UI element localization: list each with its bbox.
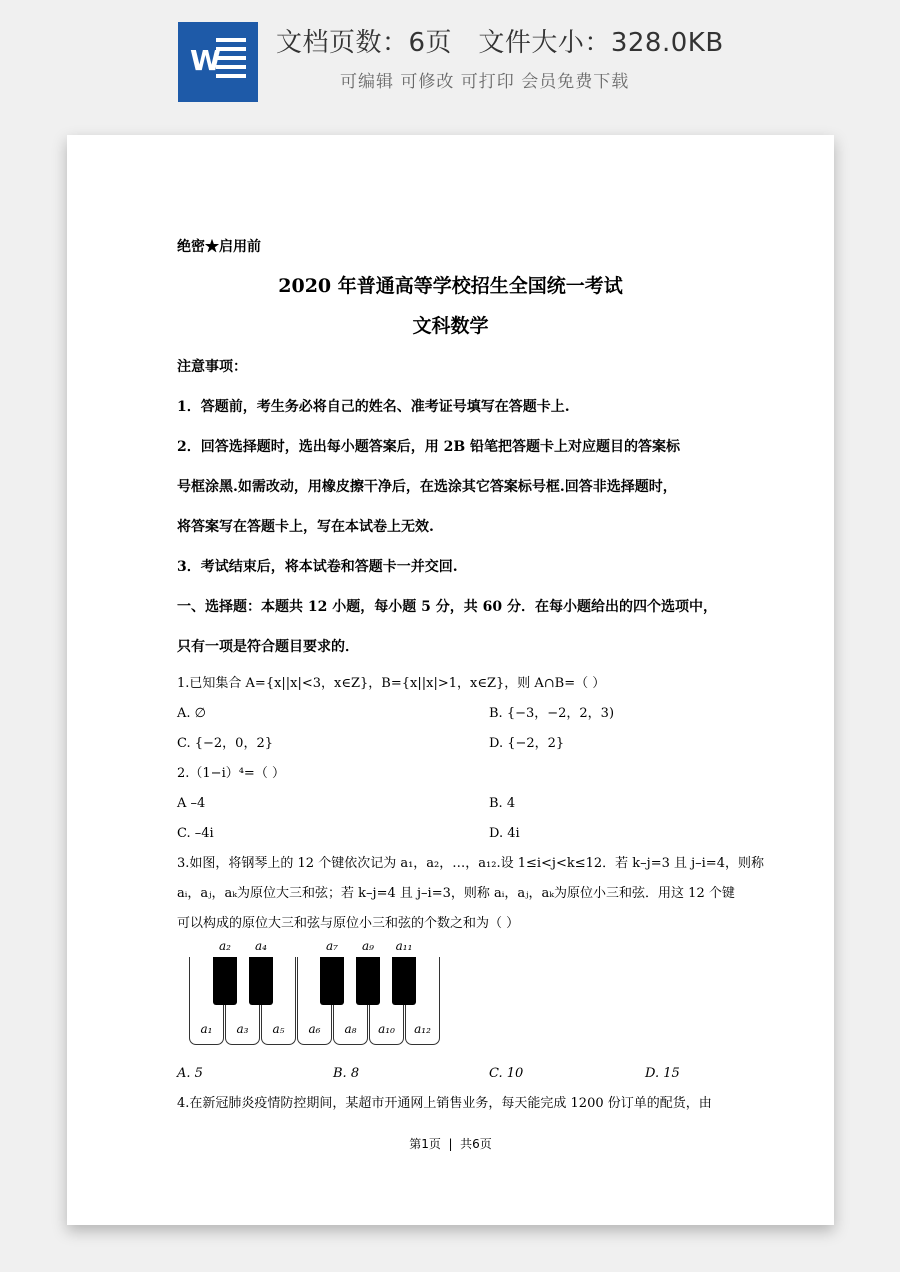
page-footer: 第1页 | 共6页 (409, 1137, 492, 1151)
word-icon (178, 22, 258, 102)
notice-1: 1．答题前，考生务必将自己的姓名、准考证号填写在答题卡上. (177, 399, 570, 415)
q3-option-b: B. 8 (333, 1066, 360, 1081)
piano-black-key: a₂ (213, 957, 237, 1005)
piano-white-key: a₆ (297, 957, 332, 1045)
download-header (0, 0, 900, 120)
q1-option-b: B. {−3，−2，2，3) (489, 706, 615, 721)
secret-label: 绝密★启用前 (177, 239, 261, 255)
section1-line2: 只有一项是符合题目要求的． (177, 639, 359, 655)
piano-white-key: a₃ (225, 957, 260, 1045)
piano-black-key: a₁₁ (392, 957, 416, 1005)
document-page (67, 135, 834, 1225)
piano-black-key: a₄ (249, 957, 273, 1005)
q1-option-a: A. ∅ (177, 706, 206, 721)
question-4: 4.在新冠肺炎疫情防控期间，某超市开通网上销售业务，每天能完成 1200 份订单的配货，由 (177, 1096, 712, 1111)
notice-2-line3: 将答案写在答题卡上，写在本试卷上无效. (177, 519, 434, 535)
piano-black-key: a₉ (356, 957, 380, 1005)
piano-white-key: a₁₂ (405, 957, 440, 1045)
doc-features: 可编辑 可修改 可打印 会员免费下载 (340, 72, 630, 92)
q3-option-a: A. 5 (177, 1066, 203, 1081)
q2-option-a: A –4 (177, 796, 206, 811)
q1-option-d: D. {−2，2} (489, 736, 565, 751)
piano-keyboard-figure (189, 939, 441, 1047)
question-1: 1.已知集合 A={x||x|<3，x∈Z}，B={x||x|>1，x∈Z}，则 A∩B=（ ） (177, 676, 606, 691)
q2-option-d: D. 4i (489, 826, 520, 841)
exam-subtitle: 文科数学 (412, 315, 489, 337)
question-3-line1: 3.如图，将钢琴上的 12 个键依次记为 a₁，a₂，…，a₁₂.设 1≤i<j<k≤12．若 k–j=3 且 j–i=4，则称 (177, 856, 764, 871)
piano-white-key: a₁₀ (369, 957, 404, 1045)
piano-white-key: a₈ (333, 957, 368, 1045)
notice-2-line2: 号框涂黑.如需改动，用橡皮擦干净后，在选涂其它答案标号框.回答非选择题时， (177, 479, 677, 495)
q3-option-c: C. 10 (489, 1066, 524, 1081)
q1-option-c: C. {−2，0，2} (177, 736, 273, 751)
exam-title: 2020 年普通高等学校招生全国统一考试 (278, 275, 623, 297)
question-3-line2: aᵢ，aⱼ，aₖ为原位大三和弦；若 k–j=4 且 j–i=3，则称 aᵢ，aⱼ，aₖ为原位小三和弦．用这 12 个键 (177, 886, 735, 901)
question-3-line3: 可以构成的原位大三和弦与原位小三和弦的个数之和为（ ） (177, 916, 520, 931)
notice-2-line1: 2．回答选择题时，选出每小题答案后，用 2B 铅笔把答题卡上对应题目的答案标 (177, 439, 681, 455)
question-2: 2.（1−i）⁴=（ ） (177, 766, 285, 781)
notice-3: 3．考试结束后，将本试卷和答题卡一并交回. (177, 559, 458, 575)
piano-white-key: a₁ (189, 957, 224, 1045)
q3-option-d: D. 15 (645, 1066, 680, 1081)
q2-option-c: C. –4i (177, 826, 214, 841)
section1-line1: 一、选择题：本题共 12 小题，每小题 5 分，共 60 分．在每小题给出的四个选项中， (177, 599, 717, 615)
word-logo-letter: W (190, 44, 221, 77)
piano-black-key: a₇ (320, 957, 344, 1005)
piano-white-key: a₅ (261, 957, 296, 1045)
q2-option-b: B. 4 (489, 796, 516, 811)
doc-stats: 文档页数：6页 文件大小：328.0KB (276, 28, 724, 58)
notice-heading: 注意事项： (177, 359, 247, 375)
